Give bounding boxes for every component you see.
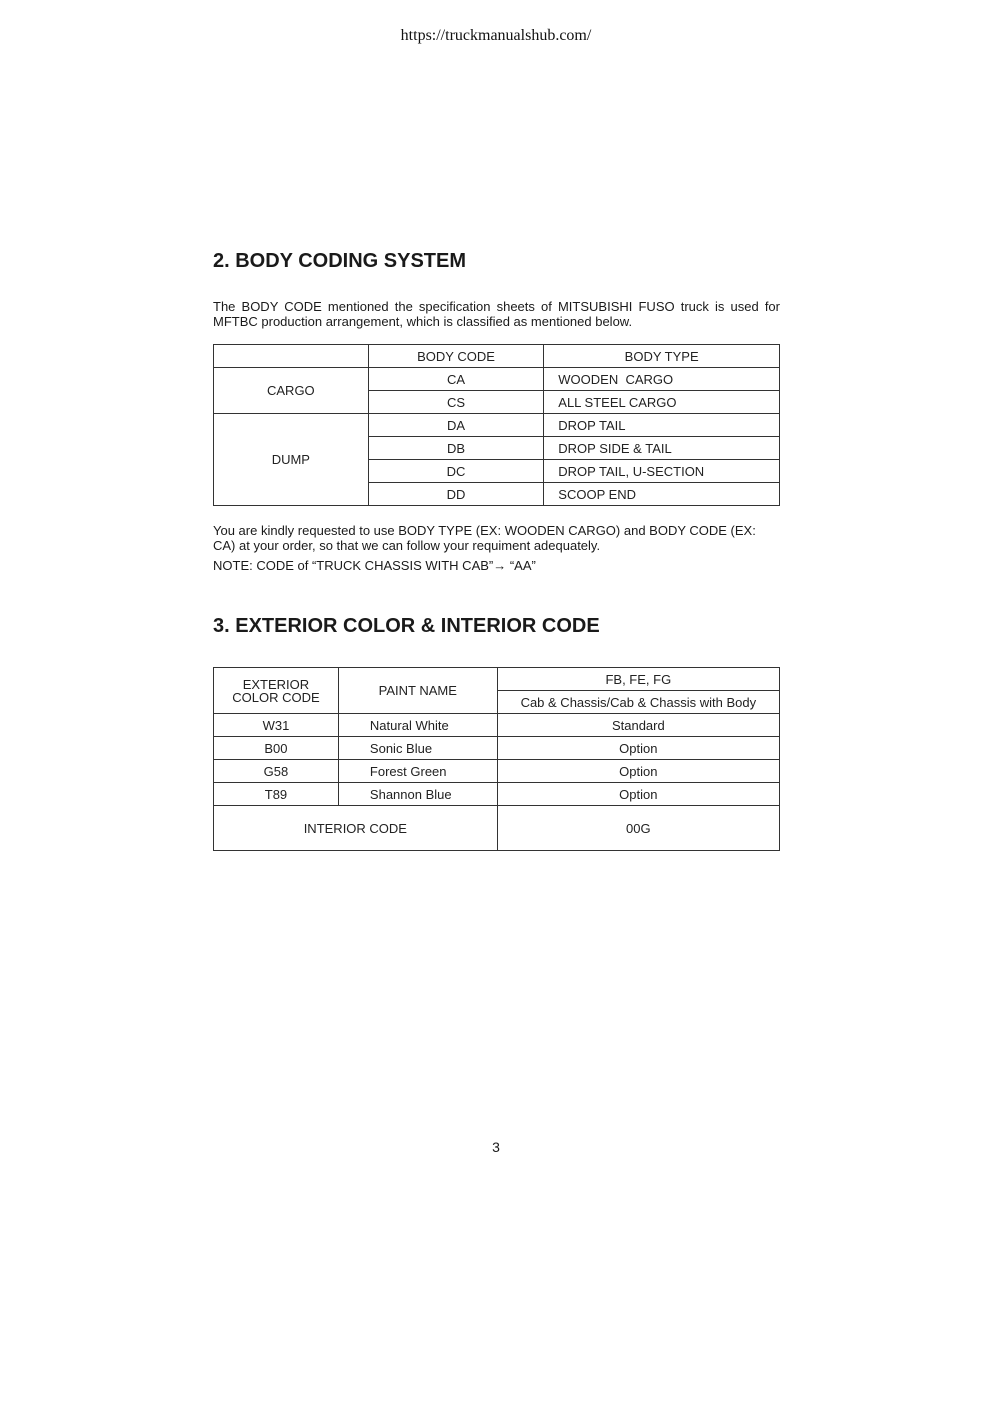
availability-cell: Option <box>497 737 779 760</box>
header-models: FB, FE, FG <box>497 668 779 691</box>
paint-name-cell: Forest Green <box>338 760 497 783</box>
table-header-row <box>214 345 780 368</box>
table-row <box>214 414 780 437</box>
header-cell-body-code: BODY CODE <box>368 345 544 368</box>
body-type-cell: DROP TAIL <box>544 414 780 437</box>
body-type-cell: DROP SIDE & TAIL <box>544 437 780 460</box>
paint-name-cell: Natural White <box>338 714 497 737</box>
body-code-cell: DA <box>368 414 544 437</box>
body-code-cell: CS <box>368 391 544 414</box>
body-code-cell: DB <box>368 437 544 460</box>
body-type-cell: SCOOP END <box>544 483 780 506</box>
header-paint-name: PAINT NAME <box>338 668 497 714</box>
body-type-cell: DROP TAIL, U-SECTION <box>544 460 780 483</box>
table-row <box>214 368 780 391</box>
table-row <box>214 806 780 851</box>
interior-code-value: 00G <box>497 806 779 851</box>
order-request-text: You are kindly requested to use BODY TYPE (EX: WOODEN CARGO) and BODY CODE (EX: CA) at your order, so that we can follow your requiment adequately. <box>213 523 756 553</box>
color-code-cell: B00 <box>214 737 339 760</box>
body-type-cell: WOODEN CARGO <box>544 368 780 391</box>
section-title-body-coding: 2. BODY CODING SYSTEM <box>213 250 467 272</box>
group-cargo: CARGO <box>214 368 369 414</box>
body-code-cell: DC <box>368 460 544 483</box>
header-cab-chassis: Cab & Chassis/Cab & Chassis with Body <box>497 691 779 714</box>
availability-cell: Option <box>497 783 779 806</box>
note-text: NOTE: CODE of “TRUCK CHASSIS WITH CAB”→ “AA” <box>213 558 536 573</box>
header-cell-empty <box>214 345 369 368</box>
color-code-cell: W31 <box>214 714 339 737</box>
table-row <box>214 783 780 806</box>
table-row <box>214 737 780 760</box>
body-code-cell: DD <box>368 483 544 506</box>
paint-name-cell: Shannon Blue <box>338 783 497 806</box>
page-number: 3 <box>492 1139 500 1155</box>
availability-cell: Option <box>497 760 779 783</box>
table-row <box>214 714 780 737</box>
body-type-cell: ALL STEEL CARGO <box>544 391 780 414</box>
header-cell-body-type: BODY TYPE <box>544 345 780 368</box>
paint-name-cell: Sonic Blue <box>338 737 497 760</box>
table-header-row <box>214 668 780 691</box>
body-code-cell: CA <box>368 368 544 391</box>
group-dump: DUMP <box>214 414 369 506</box>
color-code-cell: T89 <box>214 783 339 806</box>
header-url[interactable]: https://truckmanualshub.com/ <box>400 27 592 44</box>
interior-code-label: INTERIOR CODE <box>214 806 498 851</box>
body-code-intro: The BODY CODE mentioned the specification sheets of MITSUBISHI FUSO truck is used for MFTBC production arrangement, which is classified as mentioned below. <box>213 299 780 329</box>
table-row <box>214 760 780 783</box>
availability-cell: Standard <box>497 714 779 737</box>
color-code-cell: G58 <box>214 760 339 783</box>
body-code-table <box>213 344 780 506</box>
section-title-exterior-color: 3. EXTERIOR COLOR & INTERIOR CODE <box>213 615 600 637</box>
header-exterior-color-code: EXTERIOR COLOR CODE <box>214 668 339 714</box>
exterior-color-table <box>213 667 780 851</box>
